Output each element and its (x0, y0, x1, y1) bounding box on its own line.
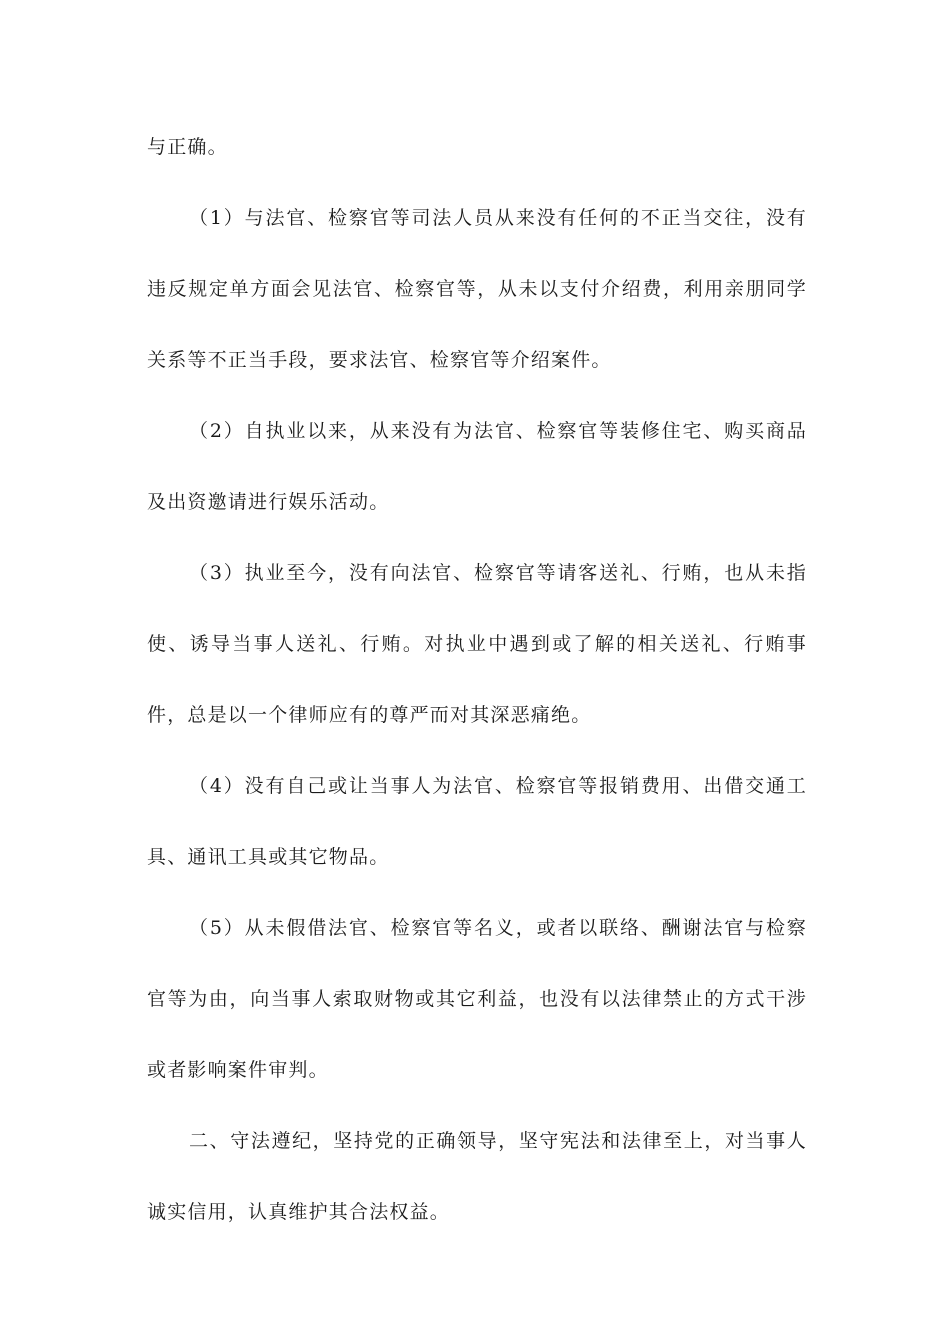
document-body (147, 112, 807, 1248)
paragraph-item-4: （4）没有自己或让当事人为法官、检察官等报销费用、出借交通工具、通讯工具或其它物品。 (147, 775, 807, 868)
paragraph-item-1: （1）与法官、检察官等司法人员从来没有任何的不正当交往，没有违反规定单方面会见法官、检察官等，从未以支付介绍费，利用亲朋同学关系等不正当手段，要求法官、检察官等介绍案件。 (147, 207, 807, 371)
paragraph-item-2: （2）自执业以来，从来没有为法官、检察官等装修住宅、购买商品及出资邀请进行娱乐活动。 (147, 420, 807, 513)
paragraph-item-5: （5）从未假借法官、检察官等名义，或者以联络、酬谢法官与检察官等为由，向当事人索取财物或其它利益，也没有以法律禁止的方式干涉或者影响案件审判。 (147, 917, 807, 1081)
paragraph-item-3: （3）执业至今，没有向法官、检察官等请客送礼、行贿，也从未指使、诱导当事人送礼、行贿。对执业中遇到或了解的相关送礼、行贿事件，总是以一个律师应有的尊严而对其深恶痛绝。 (147, 562, 807, 726)
paragraph-continuation: 与正确。 (147, 136, 228, 158)
paragraph-section-2: 二、守法遵纪，坚持党的正确领导，坚守宪法和法律至上，对当事人诚实信用，认真维护其合法权益。 (147, 1130, 807, 1223)
